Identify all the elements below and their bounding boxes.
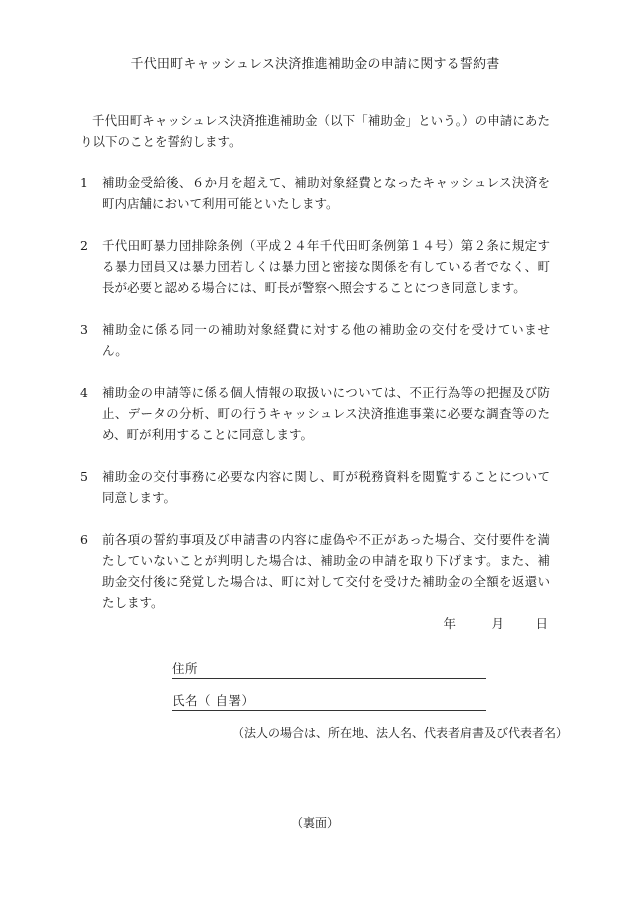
pledge-item-text: 補助金に係る同一の補助対象経費に対する他の補助金の交付を受けていません。 xyxy=(102,322,550,358)
pledge-item-number: 1 xyxy=(80,175,88,190)
address-field[interactable] xyxy=(172,660,486,679)
pledge-item-4 xyxy=(80,382,550,445)
pledge-item-5 xyxy=(80,466,550,508)
pledge-item-text: 千代田町暴力団排除条例（平成２４年千代田町条例第１４号）第２条に規定する暴力団員又は暴力団若しくは暴力団と密接な関係を有している者でなく、町長が必要と認める場合には、町長が警察へ照会することにつき同意します。 xyxy=(102,238,550,295)
signature-field[interactable] xyxy=(172,692,486,711)
address-label: 住所 xyxy=(172,661,199,676)
pledge-item-6 xyxy=(80,529,550,613)
pledge-item-number: 6 xyxy=(80,532,88,547)
pledge-item-3 xyxy=(80,319,550,361)
intro-paragraph: 千代田町キャッシュレス決済推進補助金（以下「補助金」という。）の申請にあたり以下のことを誓約します。 xyxy=(80,113,550,149)
pledge-item-text: 補助金の申請等に係る個人情報の取扱いについては、不正行為等の把握及び防止、データの分析、町の行うキャッシュレス決済推進事業に必要な調査等のため、町が利用することに同意します。 xyxy=(102,385,550,442)
date-month-label: 月 xyxy=(491,616,504,631)
reverse-side-label: （裏面） xyxy=(290,816,339,830)
date-day-label: 日 xyxy=(535,616,548,631)
date-year-label: 年 xyxy=(443,616,456,631)
date-line xyxy=(443,614,548,632)
pledge-item-2 xyxy=(80,235,550,298)
pledge-item-text: 前各項の誓約事項及び申請書の内容に虚偽や不正があった場合、交付要件を満たしていないことが判明した場合は、補助金の申請を取り下げます。また、補助金交付後に発覚した場合は、町に対して交付を受けた補助金の全額を返還いたします。 xyxy=(102,532,550,610)
document-title: 千代田町キャッシュレス決済推進補助金の申請に関する誓約書 xyxy=(130,57,500,72)
pledge-item-text: 補助金の交付事務に必要な内容に関し、町が税務資料を閲覧することについて同意します。 xyxy=(102,469,550,505)
pledge-item-1 xyxy=(80,172,550,214)
pledge-item-number: 3 xyxy=(80,322,88,337)
pledge-item-text: 補助金受給後、６か月を超えて、補助対象経費となったキャッシュレス決済を町内店舗において利用可能といたします。 xyxy=(102,175,550,211)
pledge-item-number: 4 xyxy=(80,385,88,400)
corporate-note: （法人の場合は、所在地、法人名、代表者肩書及び代表者名） xyxy=(232,726,569,740)
pledge-item-number: 2 xyxy=(80,238,88,253)
pledge-items-list xyxy=(80,172,550,634)
name-label: 氏名（ 自署） xyxy=(172,693,255,708)
pledge-item-number: 5 xyxy=(80,469,88,484)
